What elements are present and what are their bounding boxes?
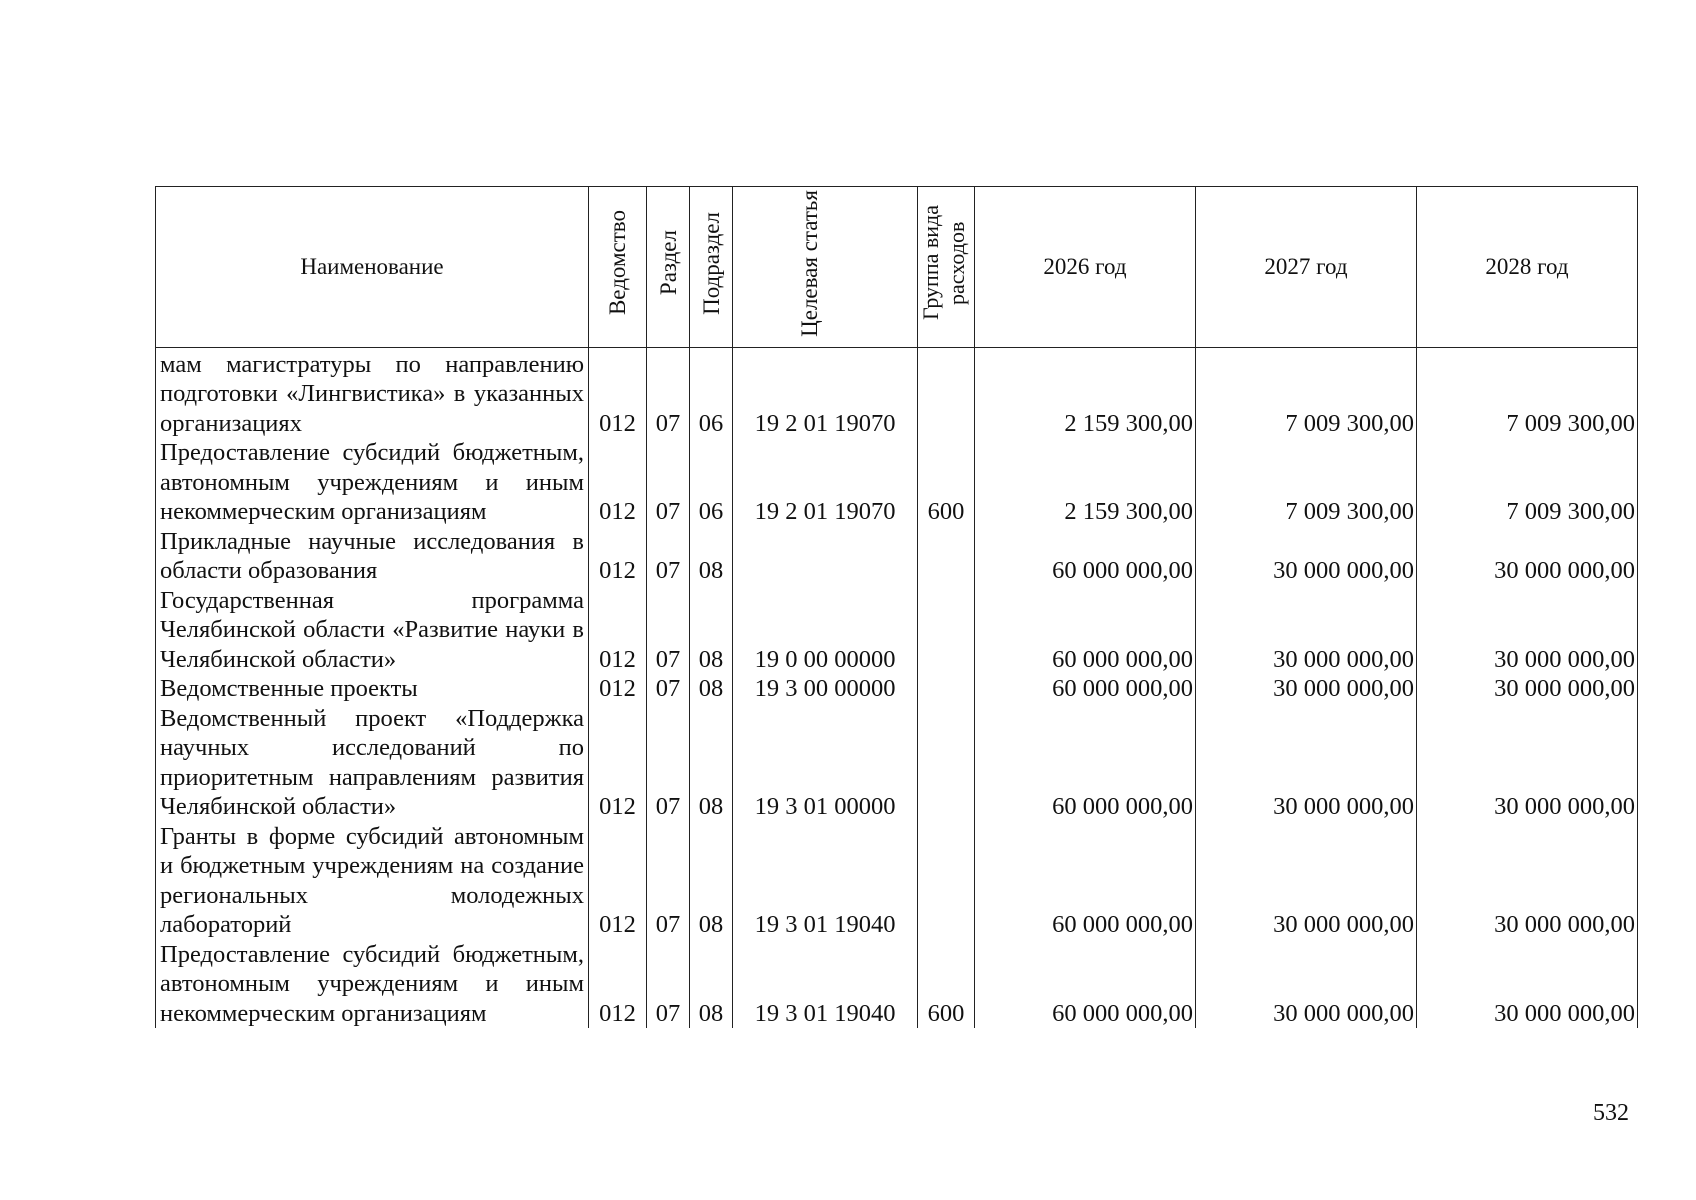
cell-name: Прикладные научные исследования в области образования bbox=[156, 527, 589, 586]
cell-name: Предоставление субсидий бюджетным, автономным учреждениям и иным некоммерческим организациям bbox=[156, 438, 589, 527]
cell-department: 012 bbox=[589, 674, 647, 704]
cell-subsection: 06 bbox=[690, 347, 733, 438]
cell-section: 07 bbox=[647, 438, 690, 527]
cell-amount-2028: 7 009 300,00 bbox=[1417, 347, 1638, 438]
cell-amount-2027: 30 000 000,00 bbox=[1196, 822, 1417, 940]
table-row bbox=[156, 674, 1638, 704]
cell-amount-2028: 7 009 300,00 bbox=[1417, 438, 1638, 527]
header-name: Наименование bbox=[156, 187, 589, 348]
table-row bbox=[156, 527, 1638, 586]
table-row bbox=[156, 704, 1638, 822]
cell-department: 012 bbox=[589, 438, 647, 527]
cell-section: 07 bbox=[647, 940, 690, 1029]
cell-amount-2028: 30 000 000,00 bbox=[1417, 674, 1638, 704]
cell-expense-group bbox=[918, 586, 975, 675]
cell-section: 07 bbox=[647, 586, 690, 675]
cell-section: 07 bbox=[647, 822, 690, 940]
header-department: Ведомство bbox=[589, 187, 647, 348]
cell-department: 012 bbox=[589, 940, 647, 1029]
cell-expense-group: 600 bbox=[918, 940, 975, 1029]
cell-amount-2027: 30 000 000,00 bbox=[1196, 674, 1417, 704]
cell-target-article: 19 3 00 00000 bbox=[733, 674, 918, 704]
cell-expense-group bbox=[918, 674, 975, 704]
cell-target-article: 19 3 01 19040 bbox=[733, 822, 918, 940]
cell-amount-2028: 30 000 000,00 bbox=[1417, 822, 1638, 940]
cell-department: 012 bbox=[589, 822, 647, 940]
cell-name: Ведомственные проекты bbox=[156, 674, 589, 704]
cell-amount-2026: 2 159 300,00 bbox=[975, 347, 1196, 438]
cell-department: 012 bbox=[589, 527, 647, 586]
cell-amount-2028: 30 000 000,00 bbox=[1417, 940, 1638, 1029]
cell-expense-group bbox=[918, 527, 975, 586]
cell-amount-2026: 60 000 000,00 bbox=[975, 704, 1196, 822]
table-row bbox=[156, 822, 1638, 940]
cell-department: 012 bbox=[589, 704, 647, 822]
cell-section: 07 bbox=[647, 527, 690, 586]
cell-target-article bbox=[733, 527, 918, 586]
cell-subsection: 08 bbox=[690, 527, 733, 586]
cell-amount-2027: 7 009 300,00 bbox=[1196, 438, 1417, 527]
cell-amount-2026: 60 000 000,00 bbox=[975, 527, 1196, 586]
cell-subsection: 08 bbox=[690, 674, 733, 704]
header-expense-group: Группа вида расходов bbox=[918, 187, 975, 348]
cell-expense-group bbox=[918, 347, 975, 438]
cell-amount-2026: 2 159 300,00 bbox=[975, 438, 1196, 527]
cell-department: 012 bbox=[589, 347, 647, 438]
cell-amount-2027: 7 009 300,00 bbox=[1196, 347, 1417, 438]
table-row bbox=[156, 586, 1638, 675]
cell-expense-group bbox=[918, 704, 975, 822]
cell-amount-2026: 60 000 000,00 bbox=[975, 674, 1196, 704]
cell-amount-2027: 30 000 000,00 bbox=[1196, 527, 1417, 586]
cell-section: 07 bbox=[647, 347, 690, 438]
cell-target-article: 19 3 01 00000 bbox=[733, 704, 918, 822]
cell-department: 012 bbox=[589, 586, 647, 675]
cell-subsection: 08 bbox=[690, 586, 733, 675]
cell-section: 07 bbox=[647, 674, 690, 704]
cell-name: Гранты в форме субсидий автономным и бюджетным учреждениям на создание региональных молодежных лабораторий bbox=[156, 822, 589, 940]
page-number: 532 bbox=[1593, 1100, 1629, 1126]
header-target-article: Целевая статья bbox=[733, 187, 918, 348]
cell-amount-2026: 60 000 000,00 bbox=[975, 586, 1196, 675]
table-body bbox=[156, 347, 1638, 1028]
cell-section: 07 bbox=[647, 704, 690, 822]
cell-amount-2026: 60 000 000,00 bbox=[975, 940, 1196, 1029]
cell-amount-2028: 30 000 000,00 bbox=[1417, 527, 1638, 586]
cell-amount-2027: 30 000 000,00 bbox=[1196, 940, 1417, 1029]
cell-amount-2027: 30 000 000,00 bbox=[1196, 704, 1417, 822]
cell-expense-group: 600 bbox=[918, 438, 975, 527]
cell-name: Ведомственный проект «Поддержка научных исследований по приоритетным направлениям развития Челябинской области» bbox=[156, 704, 589, 822]
cell-subsection: 08 bbox=[690, 822, 733, 940]
budget-table bbox=[155, 186, 1638, 1028]
cell-amount-2028: 30 000 000,00 bbox=[1417, 586, 1638, 675]
cell-name: Предоставление субсидий бюджетным, автономным учреждениям и иным некоммерческим организациям bbox=[156, 940, 589, 1029]
table-row bbox=[156, 438, 1638, 527]
cell-amount-2026: 60 000 000,00 bbox=[975, 822, 1196, 940]
cell-amount-2027: 30 000 000,00 bbox=[1196, 586, 1417, 675]
table-row bbox=[156, 940, 1638, 1029]
table-header-row bbox=[156, 187, 1638, 348]
table-row bbox=[156, 347, 1638, 438]
cell-target-article: 19 2 01 19070 bbox=[733, 347, 918, 438]
cell-target-article: 19 2 01 19070 bbox=[733, 438, 918, 527]
cell-name: Государственная программа Челябинской области «Развитие науки в Челябинской области» bbox=[156, 586, 589, 675]
cell-subsection: 08 bbox=[690, 704, 733, 822]
cell-target-article: 19 0 00 00000 bbox=[733, 586, 918, 675]
header-section: Раздел bbox=[647, 187, 690, 348]
header-subsection: Подраздел bbox=[690, 187, 733, 348]
cell-subsection: 06 bbox=[690, 438, 733, 527]
cell-target-article: 19 3 01 19040 bbox=[733, 940, 918, 1029]
header-year-2027: 2027 год bbox=[1196, 187, 1417, 348]
header-year-2028: 2028 год bbox=[1417, 187, 1638, 348]
cell-expense-group bbox=[918, 822, 975, 940]
cell-amount-2028: 30 000 000,00 bbox=[1417, 704, 1638, 822]
cell-subsection: 08 bbox=[690, 940, 733, 1029]
header-year-2026: 2026 год bbox=[975, 187, 1196, 348]
cell-name: мам магистратуры по направлению подготовки «Лингвистика» в указанных организациях bbox=[156, 347, 589, 438]
